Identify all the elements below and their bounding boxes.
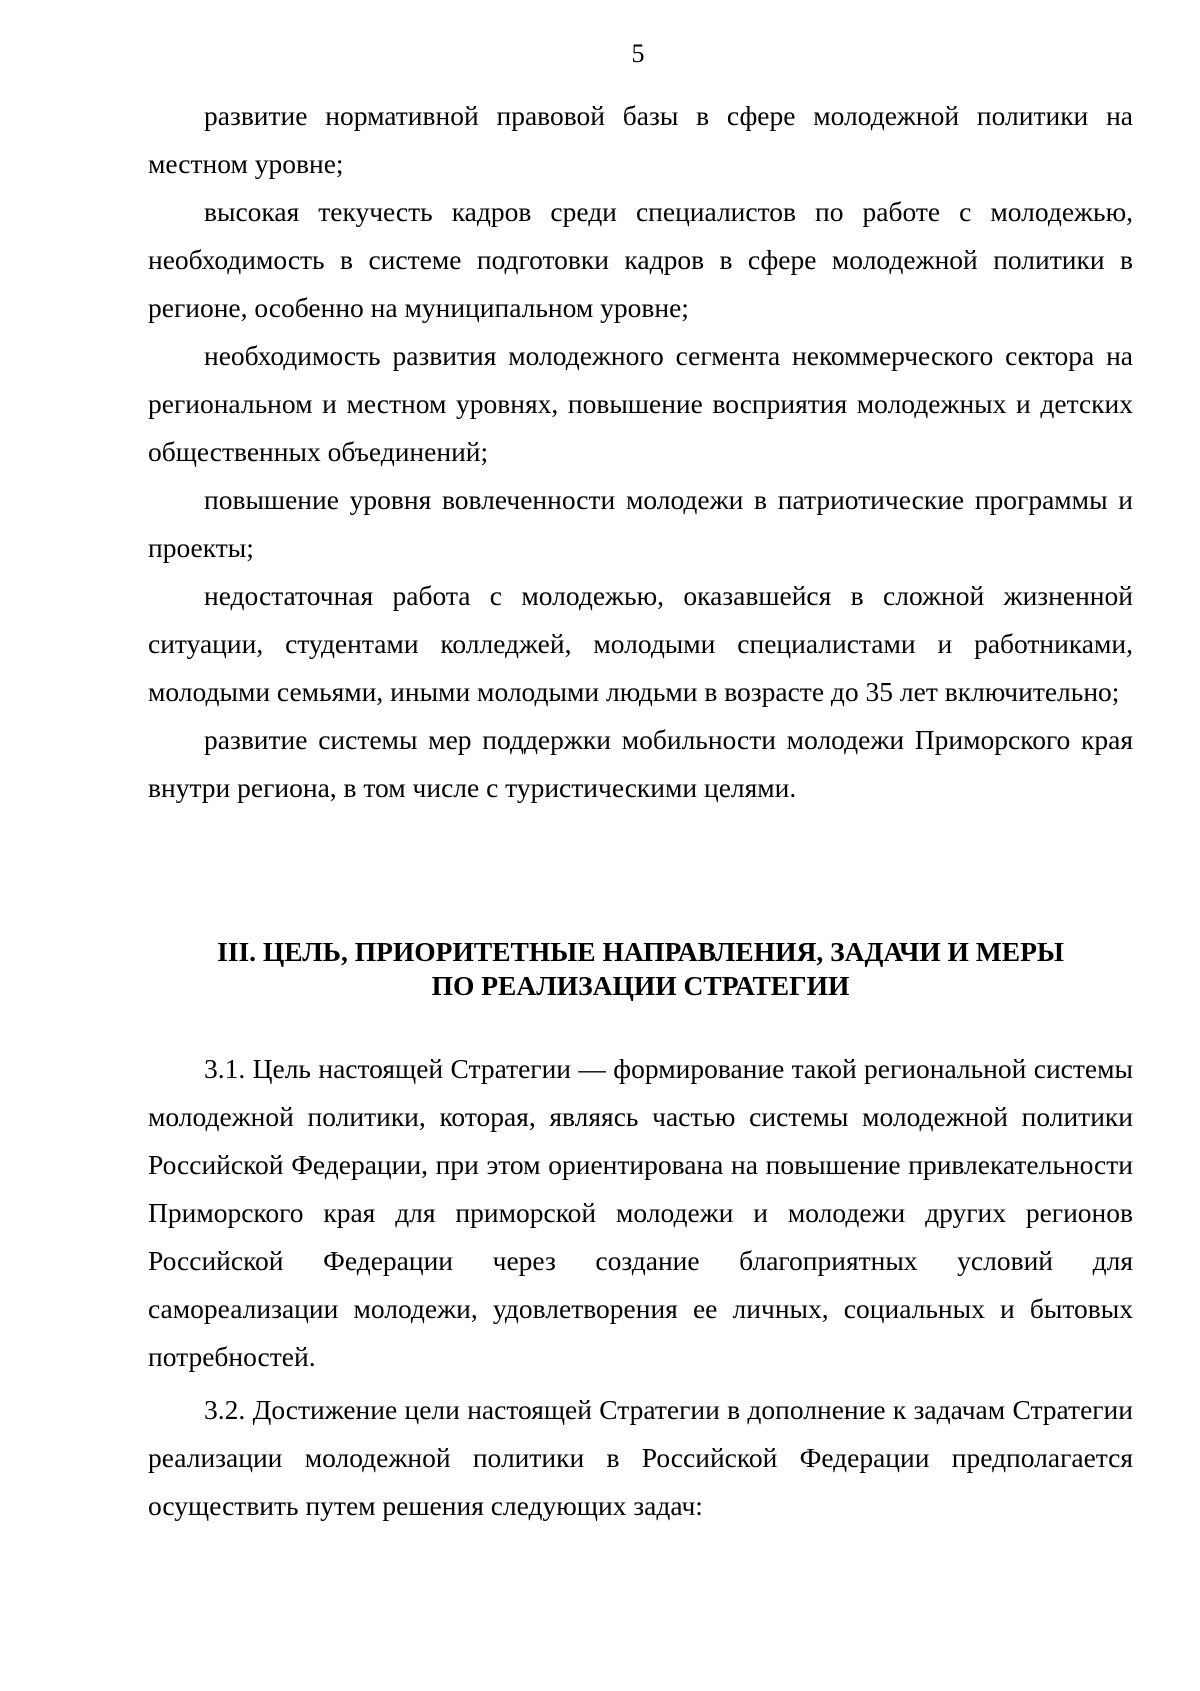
problem-paragraph: высокая текучесть кадров среди специалистов по работе с молодежью, необходимость в системе подготовки кадров в сфере молодежной политики в регионе, особенно на муниципальном уровне; — [148, 196, 1133, 323]
problem-paragraph: необходимость развития молодежного сегмента некоммерческого сектора на региональном и местном уровнях, повышение восприятия молодежных и детских общественных объединений; — [148, 340, 1133, 467]
problem-paragraph: недостаточная работа с молодежью, оказавшейся в сложной жизненной ситуации, студентами колледжей, молодыми специалистами и работниками, молодыми семьями, иными молодыми людьми в возрасте до 35 лет включительно; — [148, 580, 1133, 707]
problem-paragraph: повышение уровня вовлеченности молодежи в патриотические программы и проекты; — [148, 484, 1133, 563]
problem-paragraph: развитие нормативной правовой базы в сфере молодежной политики на местном уровне; — [148, 100, 1133, 179]
problem-paragraph: развитие системы мер поддержки мобильности молодежи Приморского края внутри региона, в том числе с туристическими целями. — [148, 724, 1133, 803]
section-body — [148, 1045, 1133, 1530]
section-heading-line: III. ЦЕЛЬ, ПРИОРИТЕТНЫЕ НАПРАВЛЕНИЯ, ЗАДАЧИ И МЕРЫ — [217, 936, 1064, 967]
tasks-intro-paragraph: 3.2. Достижение цели настоящей Стратегии в дополнение к задачам Стратегии реализации молодежной политики в Российской Федерации предполагается осуществить путем решения следующих задач: — [148, 1394, 1133, 1521]
goal-paragraph: 3.1. Цель настоящей Стратегии — формирование такой региональной системы молодежной политики, которая, являясь частью системы молодежной политики Российской Федерации, при этом ориентирована на повышение привлекательности Приморского края для приморской молодежи и молодежи других регионов Российской Федерации через создание благоприятных условий для самореализации молодежи, удовлетворения ее личных, социальных и бытовых потребностей. — [148, 1053, 1133, 1372]
section-heading — [148, 935, 1133, 1003]
page-number: 5 — [631, 39, 645, 68]
problems-list — [148, 92, 1133, 812]
section-heading-line: ПО РЕАЛИЗАЦИИ СТРАТЕГИИ — [431, 970, 850, 1001]
